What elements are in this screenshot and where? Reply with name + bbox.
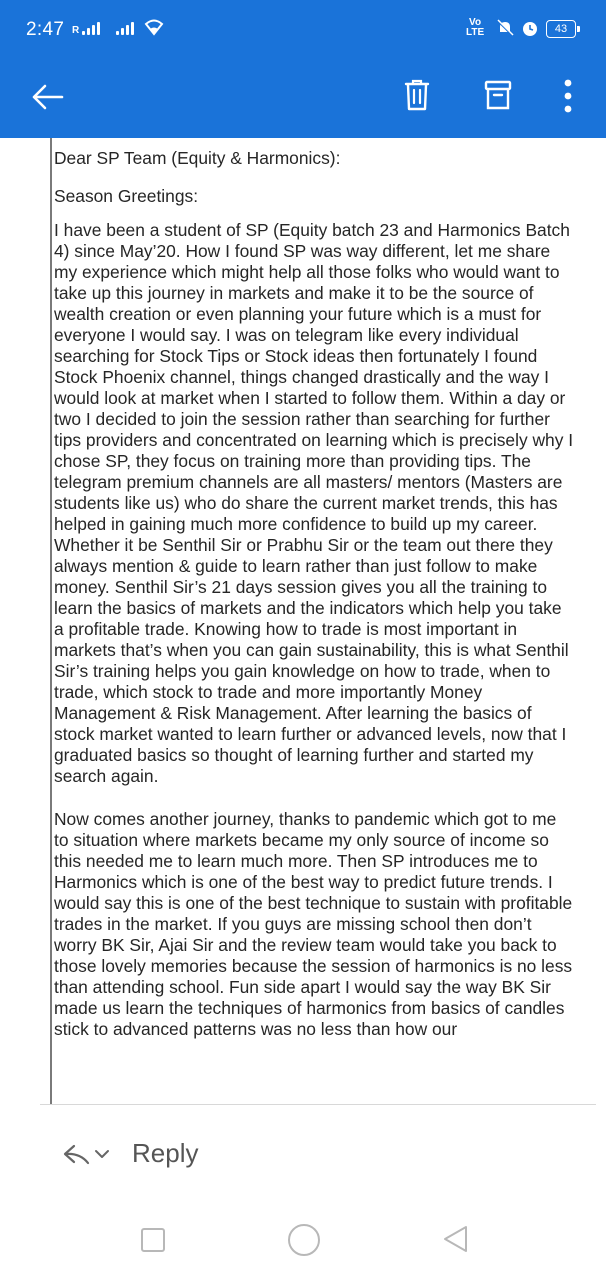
system-nav-bar bbox=[0, 1210, 606, 1280]
signal-1-icon bbox=[82, 22, 100, 35]
battery-indicator: 43 bbox=[546, 20, 576, 38]
status-bar bbox=[0, 0, 606, 58]
roaming-indicator: R bbox=[72, 25, 80, 36]
reply-label[interactable]: Reply bbox=[132, 1138, 199, 1168]
wifi-icon bbox=[144, 18, 164, 36]
volte-icon bbox=[466, 18, 484, 38]
email-paragraph-1: I have been a student of SP (Equity batch 23 and Harmonics Batch 4) since May’20. How I found SP was way different, let me share my experience which might help all those folks who would want to take up this journey in markets and make it to be the source of wealth creation or even planning your future which is a must for everyone I would say. I was on telegram like every individual searching for Stock Tips or Stock ideas then fortunately I found Stock Phoenix channel, things changed drastically and the way I would look at market when I started to follow them. Within a day or two I decided to join the session rather than searching for further tips providers and concentrated on learning which is precisely why I chose SP, they focus on training more than providing tips. The telegram premium channels are all masters/ mentors (Masters are students like us) who do share the current market trends, this has helped in gaining much more confidence to build up my career. Whether it be Senthil Sir or Prabhu Sir or the team out there they always mention & guide to learn rather than just follow to make money. Senthil Sir’s 21 days session gives you all the training to learn the basics of markets and the indicators which help you take a profitable trade. Knowing how to trade is most important in markets that’s when you can gain sustainability, this is what Senthil Sir’s training helps you gain knowledge on how to trade, when to trade, which stock to trade and more importantly Money Management & Risk Management. After learning the basics of stock market wanted to learn further or advanced levels, now that I graduated basics so thought of learning further and started my search again. bbox=[54, 220, 574, 786]
volte-top: Vo bbox=[469, 17, 482, 28]
signal-2-icon bbox=[116, 22, 134, 35]
nav-back-icon[interactable] bbox=[441, 1224, 469, 1254]
reply-button[interactable] bbox=[62, 1138, 198, 1169]
alarm-icon bbox=[520, 18, 540, 38]
email-greeting: Dear SP Team (Equity & Harmonics): bbox=[54, 148, 341, 168]
app-toolbar bbox=[0, 58, 606, 138]
quote-bar bbox=[50, 138, 52, 1104]
status-time: 2:47 bbox=[26, 19, 65, 40]
back-arrow-icon[interactable] bbox=[30, 82, 64, 112]
email-salutation: Season Greetings: bbox=[54, 186, 199, 206]
reply-icon[interactable] bbox=[62, 1143, 90, 1165]
chevron-down-icon[interactable] bbox=[94, 1148, 110, 1160]
home-button[interactable] bbox=[288, 1224, 320, 1256]
mute-bell-icon bbox=[495, 18, 515, 38]
archive-icon[interactable] bbox=[483, 78, 513, 112]
email-paragraph-2: Now comes another journey, thanks to pandemic which got to me to situation where markets became my only source of income so this needed me to learn much more. Then SP introduces me to Harmonics which is one of the best way to predict future trends. I would say this is one of the best technique to sustain with profitable trades in the market. If you guys are missing school then don’t worry BK Sir, Ajai Sir and the review team would take you back to those lovely memories because the session of harmonics is no less than attending school. Fun side apart I would say the way BK Sir made us learn the techniques of harmonics from basics of candles stick to advanced patterns was no less than how our bbox=[54, 809, 573, 1039]
recents-button[interactable] bbox=[141, 1228, 165, 1252]
email-body bbox=[0, 138, 606, 1104]
volte-bottom: LTE bbox=[466, 27, 485, 38]
more-vert-icon[interactable] bbox=[561, 78, 575, 114]
email-text bbox=[54, 148, 574, 1040]
divider bbox=[40, 1104, 596, 1105]
trash-icon[interactable] bbox=[402, 78, 432, 112]
